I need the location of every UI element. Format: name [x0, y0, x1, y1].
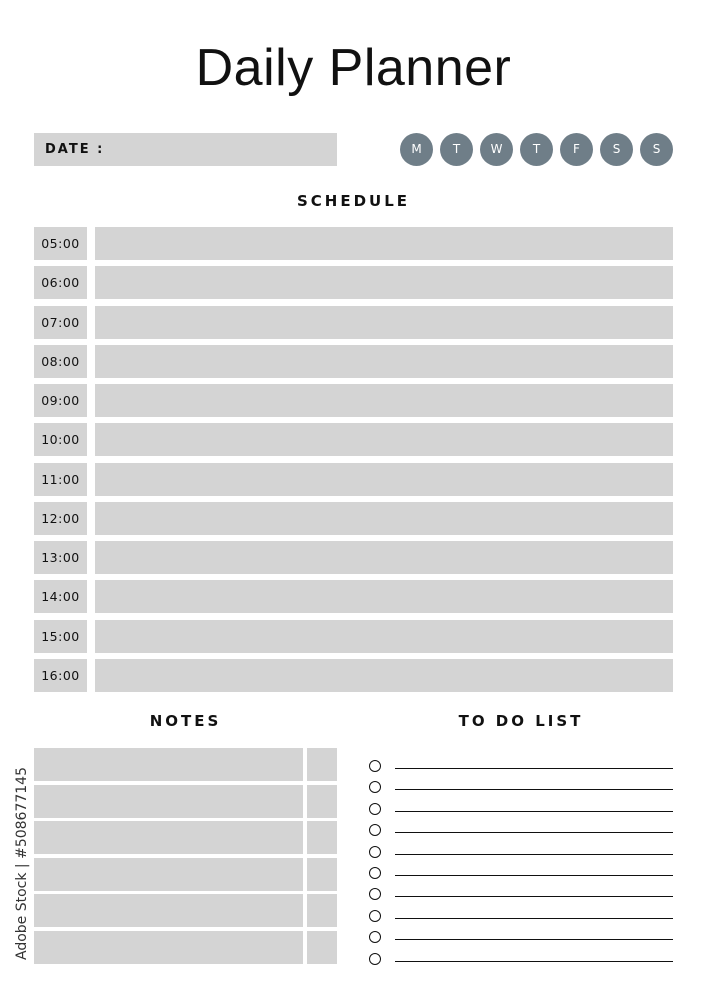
- notes-line[interactable]: [34, 748, 303, 781]
- schedule-slot[interactable]: [95, 580, 673, 613]
- todo-line[interactable]: [395, 875, 673, 876]
- schedule-time: 14:00: [34, 580, 87, 613]
- todo-line[interactable]: [395, 939, 673, 940]
- schedule-time: 09:00: [34, 384, 87, 417]
- schedule-slot[interactable]: [95, 502, 673, 535]
- weekday-circle[interactable]: F: [560, 133, 593, 166]
- notes-heading: NOTES: [149, 712, 222, 730]
- todo-item: [369, 846, 673, 860]
- schedule-time: 11:00: [34, 463, 87, 496]
- weekday-circle[interactable]: W: [480, 133, 513, 166]
- stock-id: Adobe Stock | #508677145: [14, 767, 30, 960]
- schedule-slot[interactable]: [95, 266, 673, 299]
- date-field[interactable]: [34, 133, 337, 166]
- todo-item: [369, 910, 673, 924]
- todo-line[interactable]: [395, 768, 673, 769]
- weekday-circle[interactable]: S: [640, 133, 673, 166]
- schedule-time: 15:00: [34, 620, 87, 653]
- notes-side-cell[interactable]: [307, 821, 337, 854]
- todo-item: [369, 931, 673, 945]
- todo-line[interactable]: [395, 896, 673, 897]
- schedule-slot[interactable]: [95, 345, 673, 378]
- todo-line[interactable]: [395, 961, 673, 962]
- todo-item: [369, 867, 673, 881]
- schedule-slot[interactable]: [95, 659, 673, 692]
- notes-line[interactable]: [34, 894, 303, 927]
- weekday-circle[interactable]: T: [440, 133, 473, 166]
- todo-checkbox[interactable]: [369, 803, 381, 815]
- schedule-time: 08:00: [34, 345, 87, 378]
- todo-checkbox[interactable]: [369, 824, 381, 836]
- schedule-time: 05:00: [34, 227, 87, 260]
- notes-side-cell[interactable]: [307, 785, 337, 818]
- notes-side-cell[interactable]: [307, 748, 337, 781]
- todo-item: [369, 803, 673, 817]
- todo-item: [369, 824, 673, 838]
- todo-checkbox[interactable]: [369, 910, 381, 922]
- schedule-heading: SCHEDULE: [296, 192, 411, 210]
- todo-checkbox[interactable]: [369, 888, 381, 900]
- todo-line[interactable]: [395, 918, 673, 919]
- date-label: DATE :: [45, 142, 105, 157]
- schedule-time: 13:00: [34, 541, 87, 574]
- weekday-circle[interactable]: M: [400, 133, 433, 166]
- weekday-circle[interactable]: S: [600, 133, 633, 166]
- todo-checkbox[interactable]: [369, 931, 381, 943]
- todo-line[interactable]: [395, 854, 673, 855]
- schedule-time: 07:00: [34, 306, 87, 339]
- notes-side-cell[interactable]: [307, 858, 337, 891]
- todo-heading: TO DO LIST: [458, 712, 584, 730]
- schedule-slot[interactable]: [95, 463, 673, 496]
- page-title: Daily Planner: [195, 39, 512, 97]
- schedule-slot[interactable]: [95, 620, 673, 653]
- schedule-slot[interactable]: [95, 306, 673, 339]
- todo-checkbox[interactable]: [369, 953, 381, 965]
- notes-line[interactable]: [34, 858, 303, 891]
- schedule-time: 12:00: [34, 502, 87, 535]
- notes-line[interactable]: [34, 931, 303, 964]
- todo-item: [369, 888, 673, 902]
- notes-side-cell[interactable]: [307, 931, 337, 964]
- notes-line[interactable]: [34, 785, 303, 818]
- schedule-slot[interactable]: [95, 227, 673, 260]
- weekday-circle[interactable]: T: [520, 133, 553, 166]
- schedule-time: 06:00: [34, 266, 87, 299]
- schedule-slot[interactable]: [95, 384, 673, 417]
- notes-side-cell[interactable]: [307, 894, 337, 927]
- notes-line[interactable]: [34, 821, 303, 854]
- todo-checkbox[interactable]: [369, 846, 381, 858]
- todo-line[interactable]: [395, 789, 673, 790]
- todo-item: [369, 953, 673, 967]
- todo-checkbox[interactable]: [369, 760, 381, 772]
- todo-item: [369, 781, 673, 795]
- schedule-slot[interactable]: [95, 541, 673, 574]
- todo-line[interactable]: [395, 811, 673, 812]
- todo-checkbox[interactable]: [369, 867, 381, 879]
- schedule-time: 10:00: [34, 423, 87, 456]
- todo-line[interactable]: [395, 832, 673, 833]
- schedule-slot[interactable]: [95, 423, 673, 456]
- schedule-time: 16:00: [34, 659, 87, 692]
- todo-item: [369, 760, 673, 774]
- todo-checkbox[interactable]: [369, 781, 381, 793]
